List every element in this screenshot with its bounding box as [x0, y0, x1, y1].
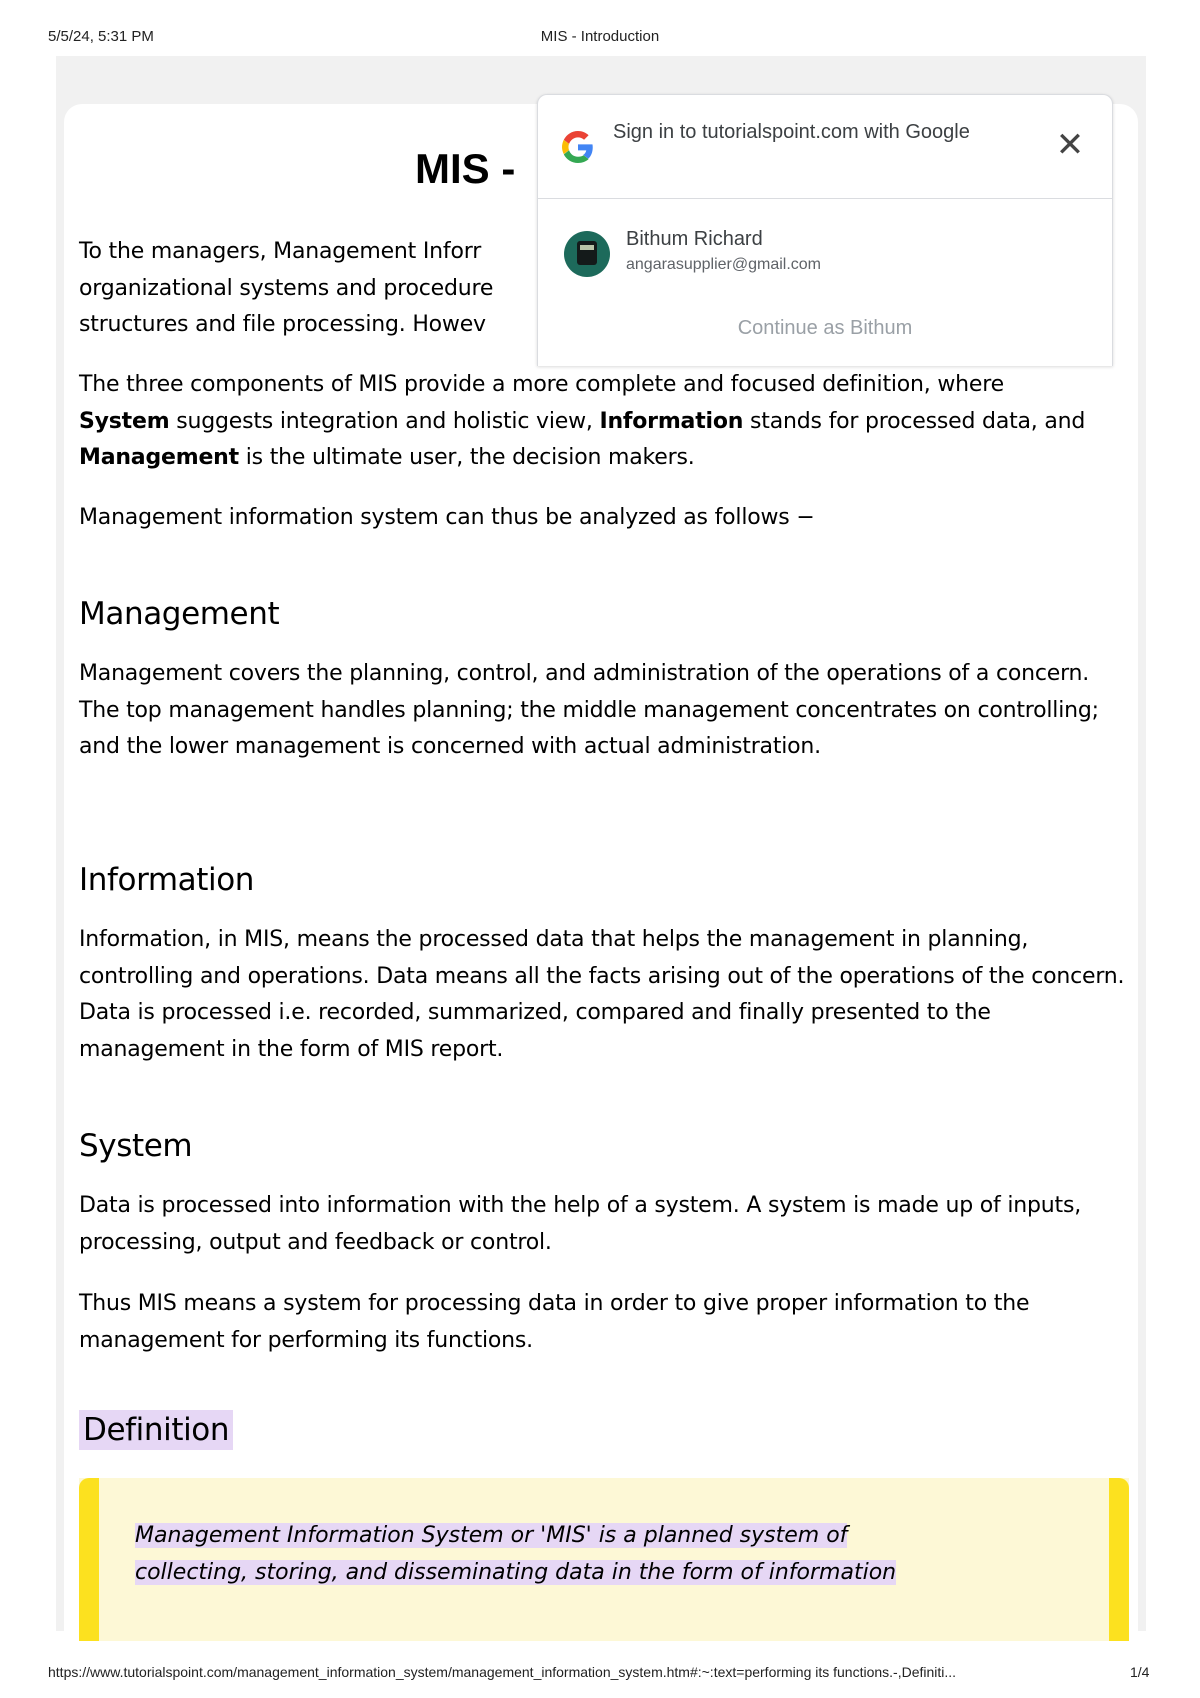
google-signin-popup — [537, 94, 1113, 366]
heading-information: Information — [79, 862, 255, 898]
google-signin-title: Sign in to tutorialspoint.com with Google — [613, 121, 970, 143]
print-page-number: 1/4 — [1130, 1664, 1150, 1680]
information-paragraph: Information, in MIS, means the processed data that helps the management in planning, controlling and operations. Data means all the facts arising out of the operations of the concern. Data is processed i.e. recorded, summarized, compared and finally presented to the management in the form of MIS report. — [79, 927, 1125, 1062]
print-url: https://www.tutorialspoint.com/management_information_system/management_information_system.htm#:~:text=performing its functions.-,Definiti... — [48, 1664, 957, 1680]
google-g-icon — [562, 131, 594, 163]
account-name[interactable]: Bithum Richard — [626, 228, 763, 250]
system-paragraph-2: Thus MIS means a system for processing data in order to give proper information to the management for performing its functions. — [79, 1291, 1030, 1353]
close-icon[interactable]: ✕ — [1055, 125, 1085, 165]
intro-line-2: organizational systems and procedure — [79, 275, 494, 301]
definition-callout — [79, 1478, 1129, 1641]
callout-left-bar — [79, 1478, 99, 1641]
article-title: MIS - — [415, 145, 516, 192]
continue-as-button[interactable]: Continue as Bithum — [737, 317, 913, 339]
print-page-title: MIS - Introduction — [540, 28, 660, 45]
bold-information: Information — [599, 408, 744, 434]
avatar-image-detail — [580, 245, 594, 250]
components-paragraph: The three components of MIS provide a more complete and focused definition, where System suggests integration and holistic view, Information stands for processed data, and Management is the ultimate user, the decision makers. — [79, 372, 1086, 470]
definition-heading-highlight: Definition — [79, 1410, 233, 1450]
bold-system: System — [79, 408, 170, 434]
callout-right-bar — [1109, 1478, 1129, 1641]
quote-line-2: collecting, storing, and disseminating data in the form of information — [135, 1559, 897, 1585]
bold-management: Management — [79, 445, 239, 470]
system-paragraph-1: Data is processed into information with the help of a system. A system is made up of inputs, processing, output and feedback or control. — [79, 1193, 1082, 1255]
heading-system: System — [79, 1128, 193, 1164]
analyzed-paragraph: Management information system can thus be analyzed as follows − — [79, 505, 815, 530]
heading-management: Management — [79, 596, 280, 632]
management-paragraph: Management covers the planning, control, and administration of the operations of a concern. The top management handles planning; the middle management concentrates on controlling; and the lower management is concerned with actual administration. — [79, 661, 1099, 759]
print-datetime: 5/5/24, 5:31 PM — [48, 28, 154, 45]
definition-quote — [135, 1518, 1015, 1591]
print-header — [0, 28, 1200, 50]
google-signin-header — [538, 95, 1112, 199]
intro-line-1: To the managers, Management Inforr — [79, 239, 482, 264]
account-email[interactable]: angarasupplier@gmail.com — [626, 256, 821, 273]
print-footer — [0, 1664, 1200, 1684]
quote-line-1: Management Information System or 'MIS' is a planned system of — [135, 1523, 848, 1548]
heading-definition — [79, 1410, 1139, 1450]
intro-line-3: structures and file processing. Howev — [79, 312, 486, 337]
account-avatar — [564, 231, 610, 277]
